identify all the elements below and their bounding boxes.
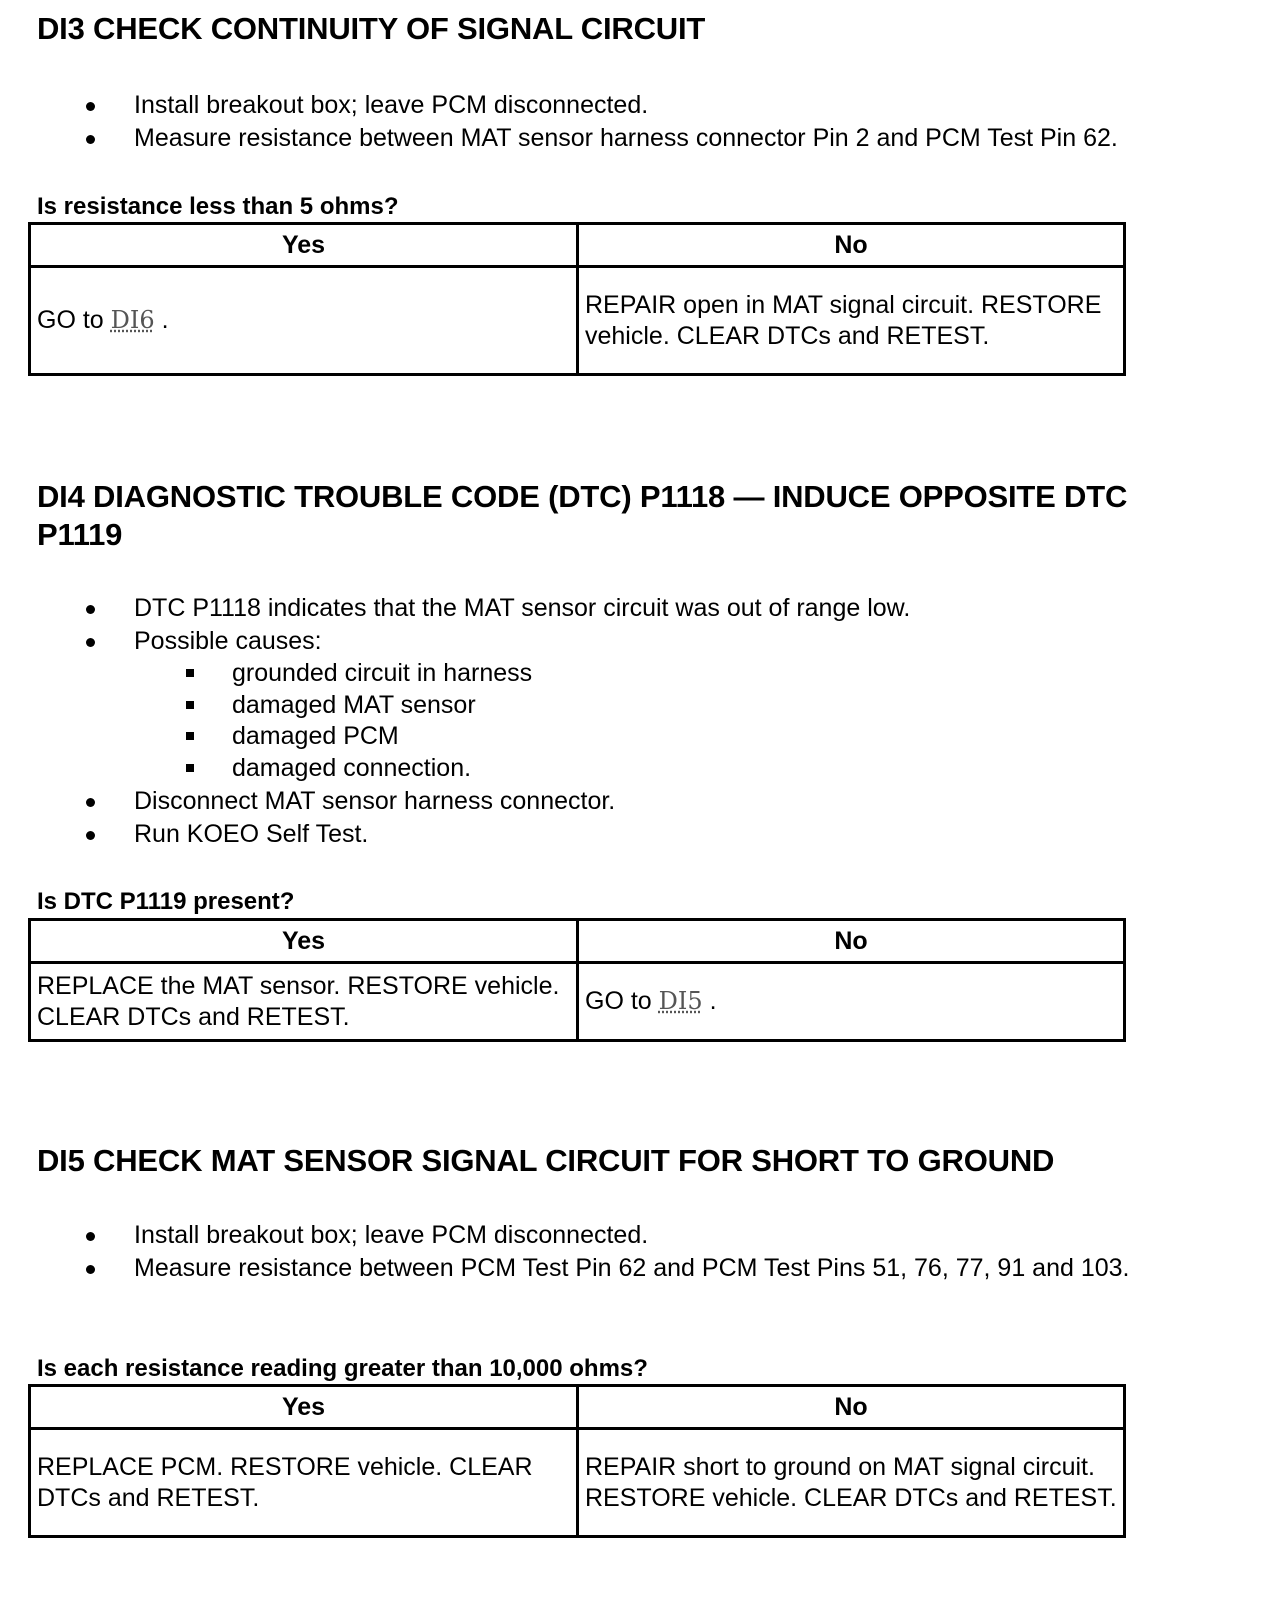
di5-heading: DI5 CHECK MAT SENSOR SIGNAL CIRCUIT FOR SHORT TO GROUND xyxy=(37,1143,1055,1178)
di3-no-header: No xyxy=(578,224,1125,267)
di4-answer-table xyxy=(28,918,1126,1042)
di3-answer-table xyxy=(28,222,1126,376)
square-bullet xyxy=(186,764,194,772)
square-bullet xyxy=(186,701,194,709)
bullet-dot xyxy=(86,102,95,111)
di3-question: Is resistance less than 5 ohms? xyxy=(37,193,399,220)
bullet-dot xyxy=(86,1232,95,1241)
bullet-dot xyxy=(86,798,95,807)
bullet-dot xyxy=(86,1265,95,1274)
bullet-dot xyxy=(86,831,95,840)
di5-answer-table xyxy=(28,1384,1126,1538)
di4-question: Is DTC P1119 present? xyxy=(37,888,295,915)
di5-yes-header: Yes xyxy=(30,1386,578,1429)
di5-no-cell: REPAIR short to ground on MAT signal circuit. RESTORE vehicle. CLEAR DTCs and RETEST. xyxy=(578,1429,1125,1537)
di4-yes-cell: REPLACE the MAT sensor. RESTORE vehicle. CLEAR DTCs and RETEST. xyxy=(30,963,578,1041)
di5-link[interactable]: DI5 xyxy=(658,987,703,1015)
di6-link[interactable]: DI6 xyxy=(110,306,155,334)
square-bullet xyxy=(186,669,194,677)
di5-no-header: No xyxy=(578,1386,1125,1429)
bullet-dot xyxy=(86,638,95,647)
square-bullet xyxy=(186,732,194,740)
di4-no-cell: GO to DI5 . xyxy=(578,963,1125,1041)
di3-yes-cell: GO to DI6 . xyxy=(30,267,578,375)
bullet-dot xyxy=(86,135,95,144)
di3-no-cell: REPAIR open in MAT signal circuit. RESTORE vehicle. CLEAR DTCs and RETEST. xyxy=(578,267,1125,375)
di5-yes-cell: REPLACE PCM. RESTORE vehicle. CLEAR DTCs and RETEST. xyxy=(30,1429,578,1537)
di3-heading: DI3 CHECK CONTINUITY OF SIGNAL CIRCUIT xyxy=(37,11,706,46)
bullet-dot xyxy=(86,605,95,614)
di4-no-header: No xyxy=(578,920,1125,963)
di4-yes-header: Yes xyxy=(30,920,578,963)
di4-heading: DI4 DIAGNOSTIC TROUBLE CODE (DTC) P1118 — INDUCE OPPOSITE DTC P1119 xyxy=(37,479,1128,552)
di3-yes-header: Yes xyxy=(30,224,578,267)
di5-question: Is each resistance reading greater than 10,000 ohms? xyxy=(37,1355,648,1382)
